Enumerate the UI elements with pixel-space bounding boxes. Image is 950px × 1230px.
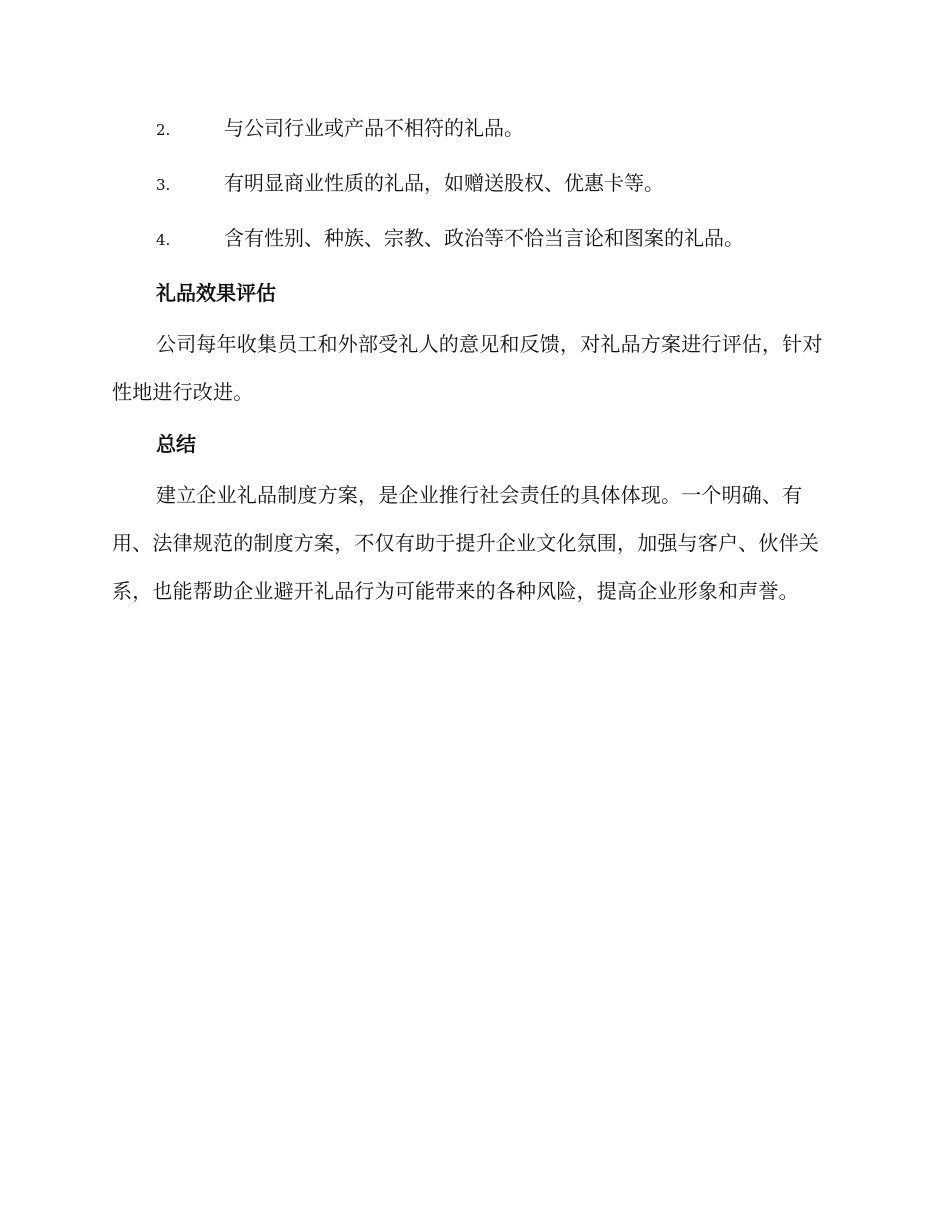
- list-number: 3.: [156, 176, 171, 194]
- paragraph-gift-evaluation: 公司每年收集员工和外部受礼人的意见和反馈，对礼品方案进行评估，针对性地进行改进。: [112, 332, 823, 404]
- section-heading-gift-evaluation: 礼品效果评估: [156, 281, 276, 305]
- list-text: 含有性别、种族、宗教、政治等不恰当言论和图案的礼品。: [224, 226, 744, 250]
- list-item: [112, 108, 840, 163]
- list-number: 4.: [156, 231, 171, 249]
- list-item: [112, 218, 840, 273]
- paragraph-summary: 建立企业礼品制度方案，是企业推行社会责任的具体体现。一个明确、有用、法律规范的制度方案，不仅有助于提升企业文化氛围，加强与客户、伙伴关系，也能帮助企业避开礼品行为可能带来的各种风险，提高企业形象和声誉。: [112, 483, 819, 603]
- list-text: 有明显商业性质的礼品，如赠送股权、优惠卡等。: [224, 171, 664, 195]
- list-number: 2.: [156, 121, 171, 139]
- section-heading-summary: 总结: [156, 432, 196, 456]
- list-text: 与公司行业或产品不相符的礼品。: [224, 116, 524, 140]
- list-item: [112, 163, 840, 218]
